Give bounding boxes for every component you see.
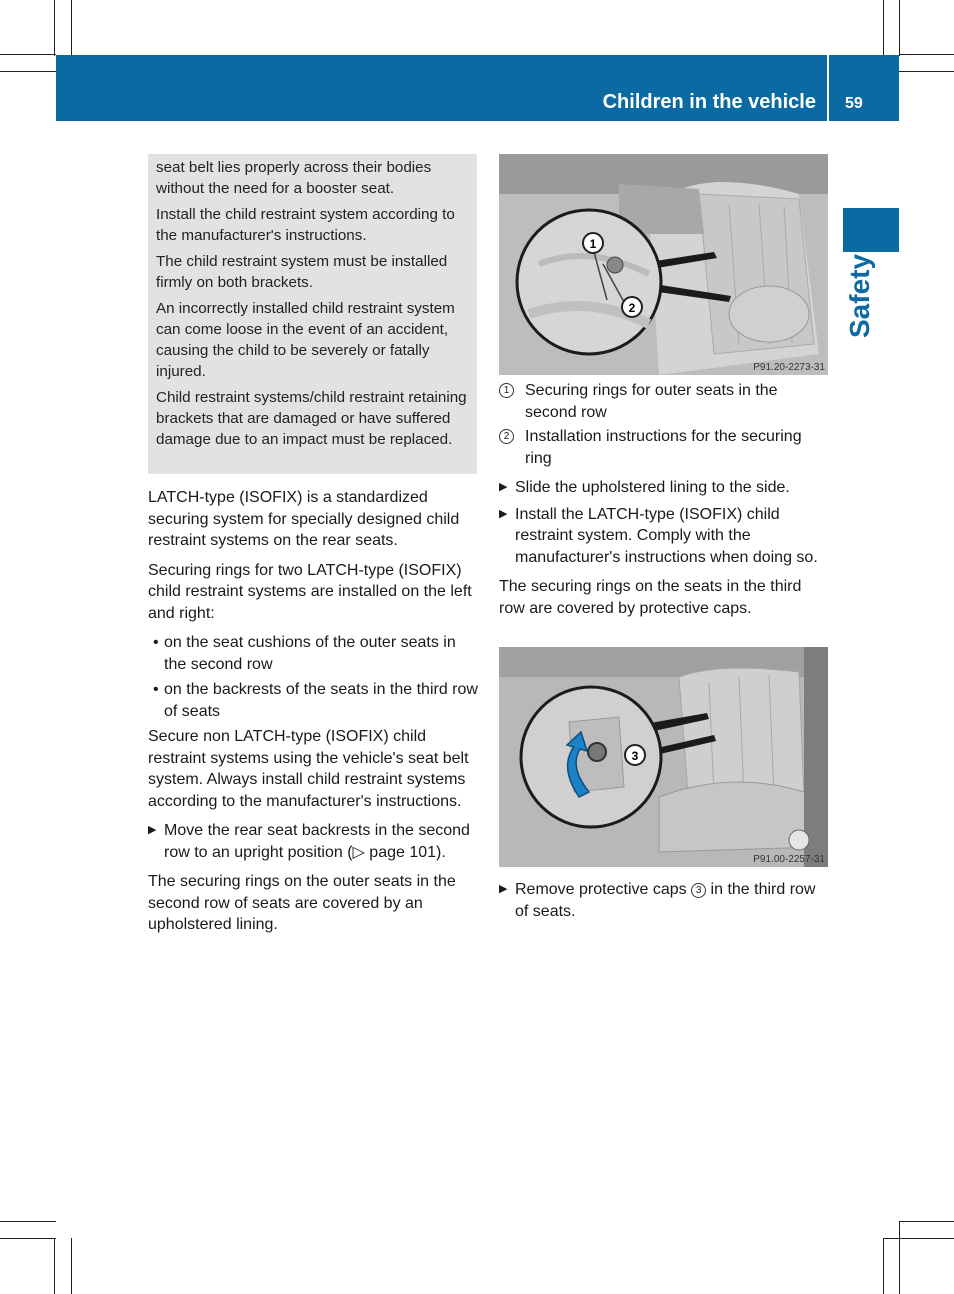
- instruction-step: [499, 879, 829, 922]
- photo-second-row-seat: [499, 154, 828, 375]
- paragraph: LATCH-type (ISOFIX) is a standardized securing system for specially designed child restraint systems on the rear seats.: [148, 489, 460, 549]
- crop-mark: [54, 0, 55, 56]
- svg-text:2: 2: [628, 301, 636, 315]
- step-text: Remove protective caps 3 in the third row of seats.: [515, 881, 816, 920]
- crop-mark: [0, 1221, 56, 1222]
- crop-mark: [883, 1238, 954, 1239]
- bullet-dot-icon: •: [153, 634, 159, 651]
- list-item: [153, 679, 478, 722]
- crop-mark: [0, 1238, 56, 1239]
- right-column-bottom: [499, 879, 829, 927]
- header-divider: [827, 55, 829, 121]
- left-column: [148, 487, 478, 944]
- seat-illustration: [499, 154, 828, 375]
- list-item-text: on the seat cushions of the outer seats in the second row: [164, 634, 456, 673]
- arrow-bullet-icon: ▶: [148, 824, 157, 836]
- crop-mark: [899, 0, 900, 56]
- legend-text: Installation instructions for the securing ring: [525, 428, 802, 467]
- arrow-bullet-icon: ▶: [499, 883, 508, 895]
- crop-mark: [54, 1238, 55, 1294]
- crop-mark: [899, 1221, 954, 1222]
- step-text: Install the LATCH-type (ISOFIX) child restraint system. Comply with the manufacturer's instructions when doing so.: [515, 505, 818, 566]
- crop-mark: [0, 54, 56, 55]
- circled-number-icon: 3: [691, 883, 706, 898]
- page-number: 59: [845, 95, 863, 112]
- header-bar: [56, 55, 899, 121]
- svg-text:3: 3: [631, 749, 639, 763]
- legend-item: [499, 380, 829, 423]
- warning-text: The child restraint system must be installed firmly on both brackets.: [156, 253, 448, 291]
- paragraph: Securing rings for two LATCH-type (ISOFIX) child restraint systems are installed on the left and right:: [148, 561, 472, 622]
- svg-text:1: 1: [589, 237, 597, 251]
- right-column: [499, 380, 829, 627]
- warning-text: An incorrectly installed child restraint system can come loose in the event of an accident, causing the child to be severely or fatally injured.: [156, 300, 455, 380]
- circled-number-icon: 2: [499, 426, 525, 469]
- image-code: P91.00-2257-31: [753, 854, 825, 865]
- crop-mark: [883, 1238, 884, 1294]
- step-text: Move the rear seat backrests in the second row to an upright position (▷ page 101).: [164, 822, 470, 861]
- arrow-bullet-icon: ▶: [499, 507, 508, 520]
- seat-illustration: [499, 647, 828, 867]
- paragraph: The securing rings on the seats in the third row are covered by protective caps.: [499, 578, 802, 617]
- photo-third-row-seat: [499, 647, 828, 867]
- legend-text: Securing rings for outer seats in the second row: [525, 382, 778, 421]
- chapter-tab: [843, 208, 899, 252]
- warning-text: seat belt lies properly across their bodies without the need for a booster seat.: [156, 159, 432, 197]
- warning-text: Child restraint systems/child restraint retaining brackets that are damaged or have suffered damage due to an impact must be replaced.: [156, 389, 467, 448]
- paragraph: Secure non LATCH-type (ISOFIX) child restraint systems using the vehicle's seat belt system. Always install child restraint systems according to the manufacturer's instructions.: [148, 728, 469, 810]
- crop-mark: [899, 54, 954, 55]
- chapter-label: Safety: [844, 253, 875, 338]
- step-text: Slide the upholstered lining to the side.: [515, 479, 790, 496]
- list-item: [153, 632, 478, 675]
- warning-text: Install the child restraint system according to the manufacturer's instructions.: [156, 206, 455, 244]
- instruction-step: [148, 820, 478, 863]
- crop-mark: [899, 1221, 900, 1294]
- crop-mark: [71, 1238, 72, 1294]
- circled-number-icon: 1: [499, 380, 525, 423]
- instruction-step: [499, 504, 829, 569]
- image-code: P91.20-2273-31: [753, 362, 825, 373]
- crop-mark: [71, 0, 72, 56]
- list-item-text: on the backrests of the seats in the third row of seats: [164, 681, 478, 720]
- bullet-dot-icon: •: [153, 681, 159, 698]
- crop-mark: [883, 0, 884, 56]
- legend-item: [499, 426, 829, 469]
- crop-mark: [0, 71, 56, 72]
- instruction-step: [499, 477, 829, 499]
- warning-box: [148, 154, 477, 474]
- section-title: Children in the vehicle: [602, 91, 816, 113]
- paragraph: The securing rings on the outer seats in the second row of seats are covered by an upholstered lining.: [148, 873, 456, 933]
- crop-mark: [899, 71, 954, 72]
- arrow-bullet-icon: ▶: [499, 481, 508, 493]
